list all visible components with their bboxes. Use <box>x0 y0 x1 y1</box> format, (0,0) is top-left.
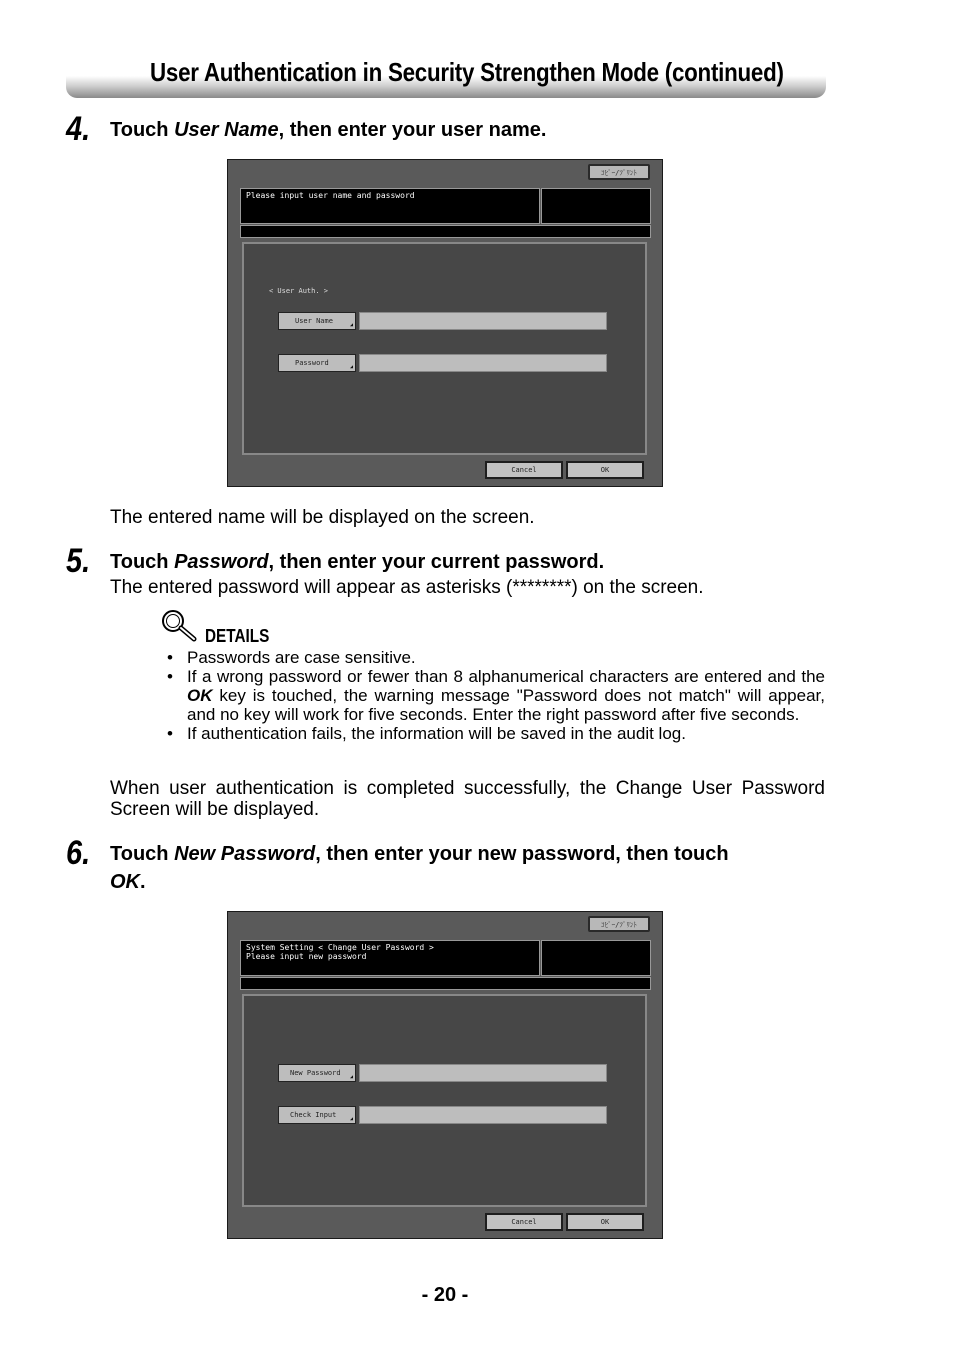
list-item: • If a wrong password or fewer than 8 alphanumerical characters are entered and the OK key is touched, the warning message "Password does not match" will appear, and no key will work for five seconds. Enter the right password after five seconds. <box>167 667 825 724</box>
change-password-screen <box>227 911 663 1239</box>
step-4-note: The entered name will be displayed on the screen. <box>110 507 535 528</box>
check-input-button[interactable]: Check Input ◢ <box>278 1106 356 1124</box>
mode-button[interactable]: ｺﾋﾟｰ/ﾌﾟﾘﾝﾄ <box>588 916 650 932</box>
message-side-area <box>541 188 651 224</box>
new-password-button[interactable]: New Password ◢ <box>278 1064 356 1082</box>
password-button[interactable]: Password ◢ <box>278 354 356 372</box>
login-screen <box>227 159 663 487</box>
message-area: Please input user name and password <box>240 188 540 224</box>
user-name-input[interactable] <box>359 312 607 330</box>
corner-mark-icon: ◢ <box>349 1074 353 1080</box>
list-item: • If authentication fails, the information will be saved in the audit log. <box>167 724 686 743</box>
password-input[interactable] <box>359 354 607 372</box>
auth-panel <box>242 242 647 455</box>
step-4-number: 4. <box>66 110 91 148</box>
user-name-button[interactable]: User Name ◢ <box>278 312 356 330</box>
list-item: • Passwords are case sensitive. <box>167 648 416 667</box>
section-label: < User Auth. > <box>269 287 329 295</box>
step-4-instruction: Touch User Name, then enter your user name. <box>110 119 547 141</box>
step-6-number: 6. <box>66 834 91 872</box>
status-strip <box>240 225 651 238</box>
page-title: User Authentication in Security Strengthen Mode (continued) <box>150 57 784 87</box>
details-list <box>165 648 825 743</box>
step-5-note: The entered password will appear as asterisks (********) on the screen. <box>110 577 704 598</box>
corner-mark-icon: ◢ <box>349 364 353 370</box>
completion-text: When user authentication is completed successfully, the Change User Password Screen will be displayed. <box>110 778 825 820</box>
corner-mark-icon: ◢ <box>349 322 353 328</box>
step-5-instruction: Touch Password, then enter your current password. <box>110 551 605 573</box>
cancel-button[interactable]: Cancel <box>485 1213 563 1231</box>
step-6-instruction-cont: OK. <box>110 871 146 893</box>
step-6-instruction: Touch New Password, then enter your new password, then touch <box>110 843 729 865</box>
page-number: - 20 - <box>421 1284 469 1306</box>
message-area: System Setting < Change User Password > Please input new password <box>240 940 540 976</box>
mode-button[interactable]: ｺﾋﾟｰ/ﾌﾟﾘﾝﾄ <box>588 164 650 180</box>
details-label: DETAILS <box>205 626 270 646</box>
message-side-area <box>541 940 651 976</box>
ok-button[interactable]: OK <box>566 1213 644 1231</box>
ok-button[interactable]: OK <box>566 461 644 479</box>
password-panel <box>242 994 647 1207</box>
step-5-number: 5. <box>66 542 91 580</box>
new-password-input[interactable] <box>359 1064 607 1082</box>
cancel-button[interactable]: Cancel <box>485 461 563 479</box>
corner-mark-icon: ◢ <box>349 1116 353 1122</box>
check-input-field[interactable] <box>359 1106 607 1124</box>
magnifier-icon <box>158 608 200 644</box>
status-strip <box>240 977 651 990</box>
